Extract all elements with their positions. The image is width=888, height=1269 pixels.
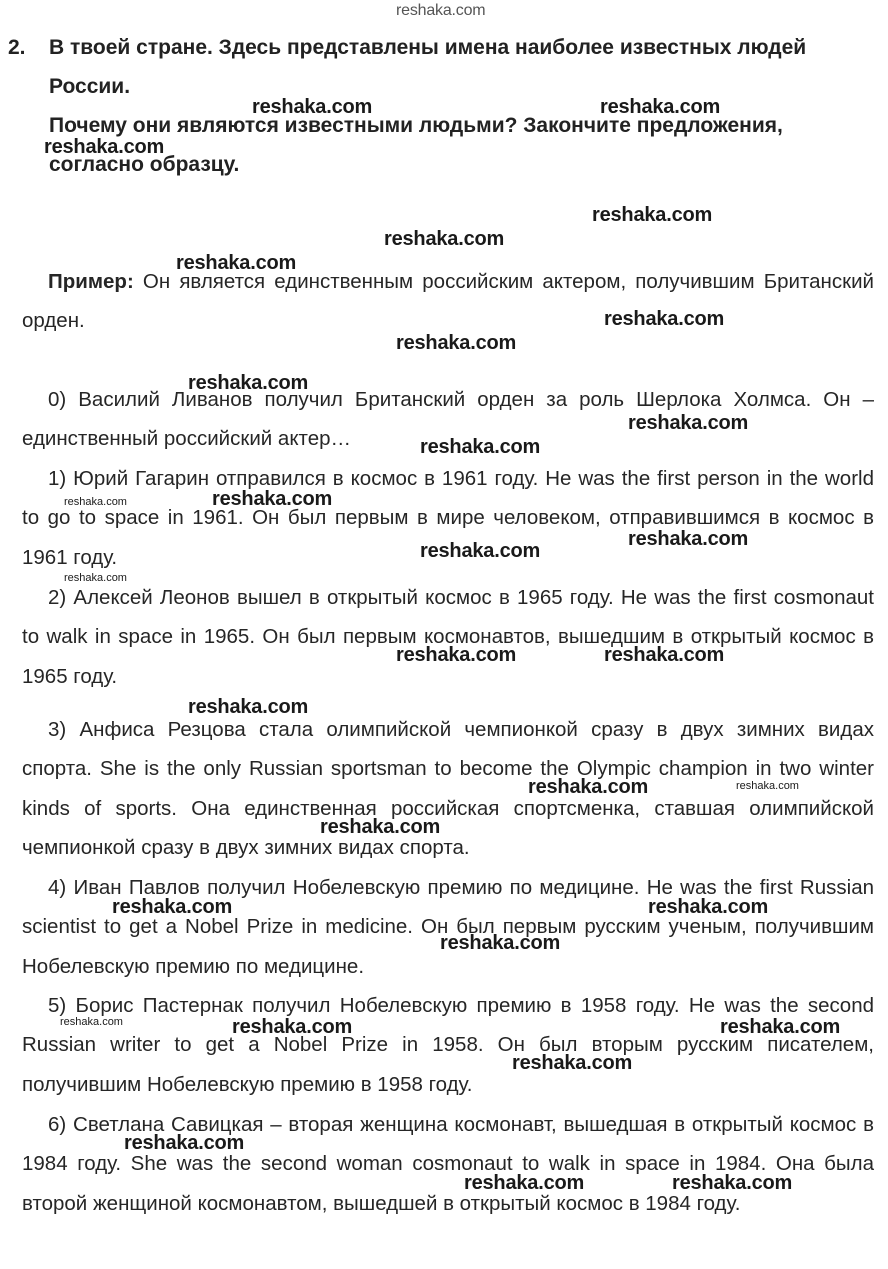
watermark: reshaka.com [320, 816, 441, 838]
watermark-small: reshaka.com [60, 1016, 123, 1028]
watermark: reshaka.com [188, 372, 309, 394]
watermark: reshaka.com [384, 228, 505, 250]
watermark: reshaka.com [464, 1172, 585, 1194]
watermark: reshaka.com [648, 896, 769, 918]
watermark: reshaka.com [440, 932, 561, 954]
watermark: reshaka.com [528, 776, 649, 798]
watermark: reshaka.com [212, 488, 333, 510]
watermark-small: reshaka.com [64, 496, 127, 508]
watermark: reshaka.com [396, 332, 517, 354]
task-instruction-2: Почему они являются известными людьми? Закончите предложения, согласно образцу. [49, 114, 783, 176]
watermark: reshaka.com [232, 1016, 353, 1038]
watermark: reshaka.com [672, 1172, 793, 1194]
task-number: 2. [8, 36, 26, 59]
answer-item-2: 2) Алексей Леонов вышел в открытый космос в 1965 году. He was the first cosmonaut to walk in space in 1965. Он был первым космонавтов, вышедшим в открытый космос в 1965 году. [22, 586, 874, 688]
example-label: Пример: [48, 270, 134, 293]
watermark: reshaka.com [396, 644, 517, 666]
watermark: reshaka.com [600, 96, 721, 118]
watermark: reshaka.com [592, 204, 713, 226]
watermark: reshaka.com [44, 136, 165, 158]
watermark-small: reshaka.com [736, 780, 799, 792]
answer-item-4: 4) Иван Павлов получил Нобелевскую премию по медицине. He was the first Russian scientist to get a Nobel Prize in medicine. Он был первым русским ученым, получившим Нобелевскую премию по медицине. [22, 876, 874, 978]
watermark: reshaka.com [176, 252, 297, 274]
watermark: reshaka.com [720, 1016, 841, 1038]
answer-item-1: 1) Юрий Гагарин отправился в космос в 1961 году. He was the first person in the world to go to space in 1961. Он был первым в мире человеком, отправившимся в космос в 1961 году. [22, 467, 874, 569]
watermark-top: reshaka.com [396, 2, 486, 19]
example-paragraph [22, 262, 874, 341]
answer-item-0: 0) Василий Ливанов получил Британский орден за роль Шерлока Холмса. Он – единственный российский актер… [22, 388, 874, 451]
watermark: reshaka.com [604, 308, 725, 330]
example-text: Он является единственным российским актером, получившим Британский орден. [22, 270, 874, 333]
answer-item-5: 5) Борис Пастернак получил Нобелевскую премию в 1958 году. He was the second Russian writer to get a Nobel Prize in 1958. Он был вторым русским писателем, получившим Нобелевскую премию в 1958 году. [22, 994, 874, 1096]
watermark: reshaka.com [112, 896, 233, 918]
watermark: reshaka.com [188, 696, 309, 718]
watermark: reshaka.com [252, 96, 373, 118]
watermark: reshaka.com [512, 1052, 633, 1074]
watermark: reshaka.com [628, 528, 749, 550]
answer-item-6: 6) Светлана Савицкая – вторая женщина космонавт, вышедшая в открытый космос в 1984 году. She was the second woman cosmonaut to walk in space in 1984. Она была второй женщиной космонавтом, вышедшей в открытый космос в 1984 году. [22, 1113, 874, 1215]
watermark: reshaka.com [420, 540, 541, 562]
watermark: reshaka.com [604, 644, 725, 666]
task-heading [8, 28, 876, 184]
watermark-small: reshaka.com [64, 572, 127, 584]
watermark: reshaka.com [124, 1132, 245, 1154]
task-instruction-1: В твоей стране. Здесь представлены имена наиболее известных людей России. [49, 36, 807, 98]
watermark: reshaka.com [628, 412, 749, 434]
watermark: reshaka.com [420, 436, 541, 458]
answer-item-3: 3) Анфиса Резцова стала олимпийской чемпионкой сразу в двух зимних видах спорта. She is the only Russian sportsman to become the Olympic champion in two winter kinds of sports. Она единственная российская спортсменка, ставшая олимпийской чемпионкой сразу в двух зимних видах спорта. [22, 718, 874, 860]
